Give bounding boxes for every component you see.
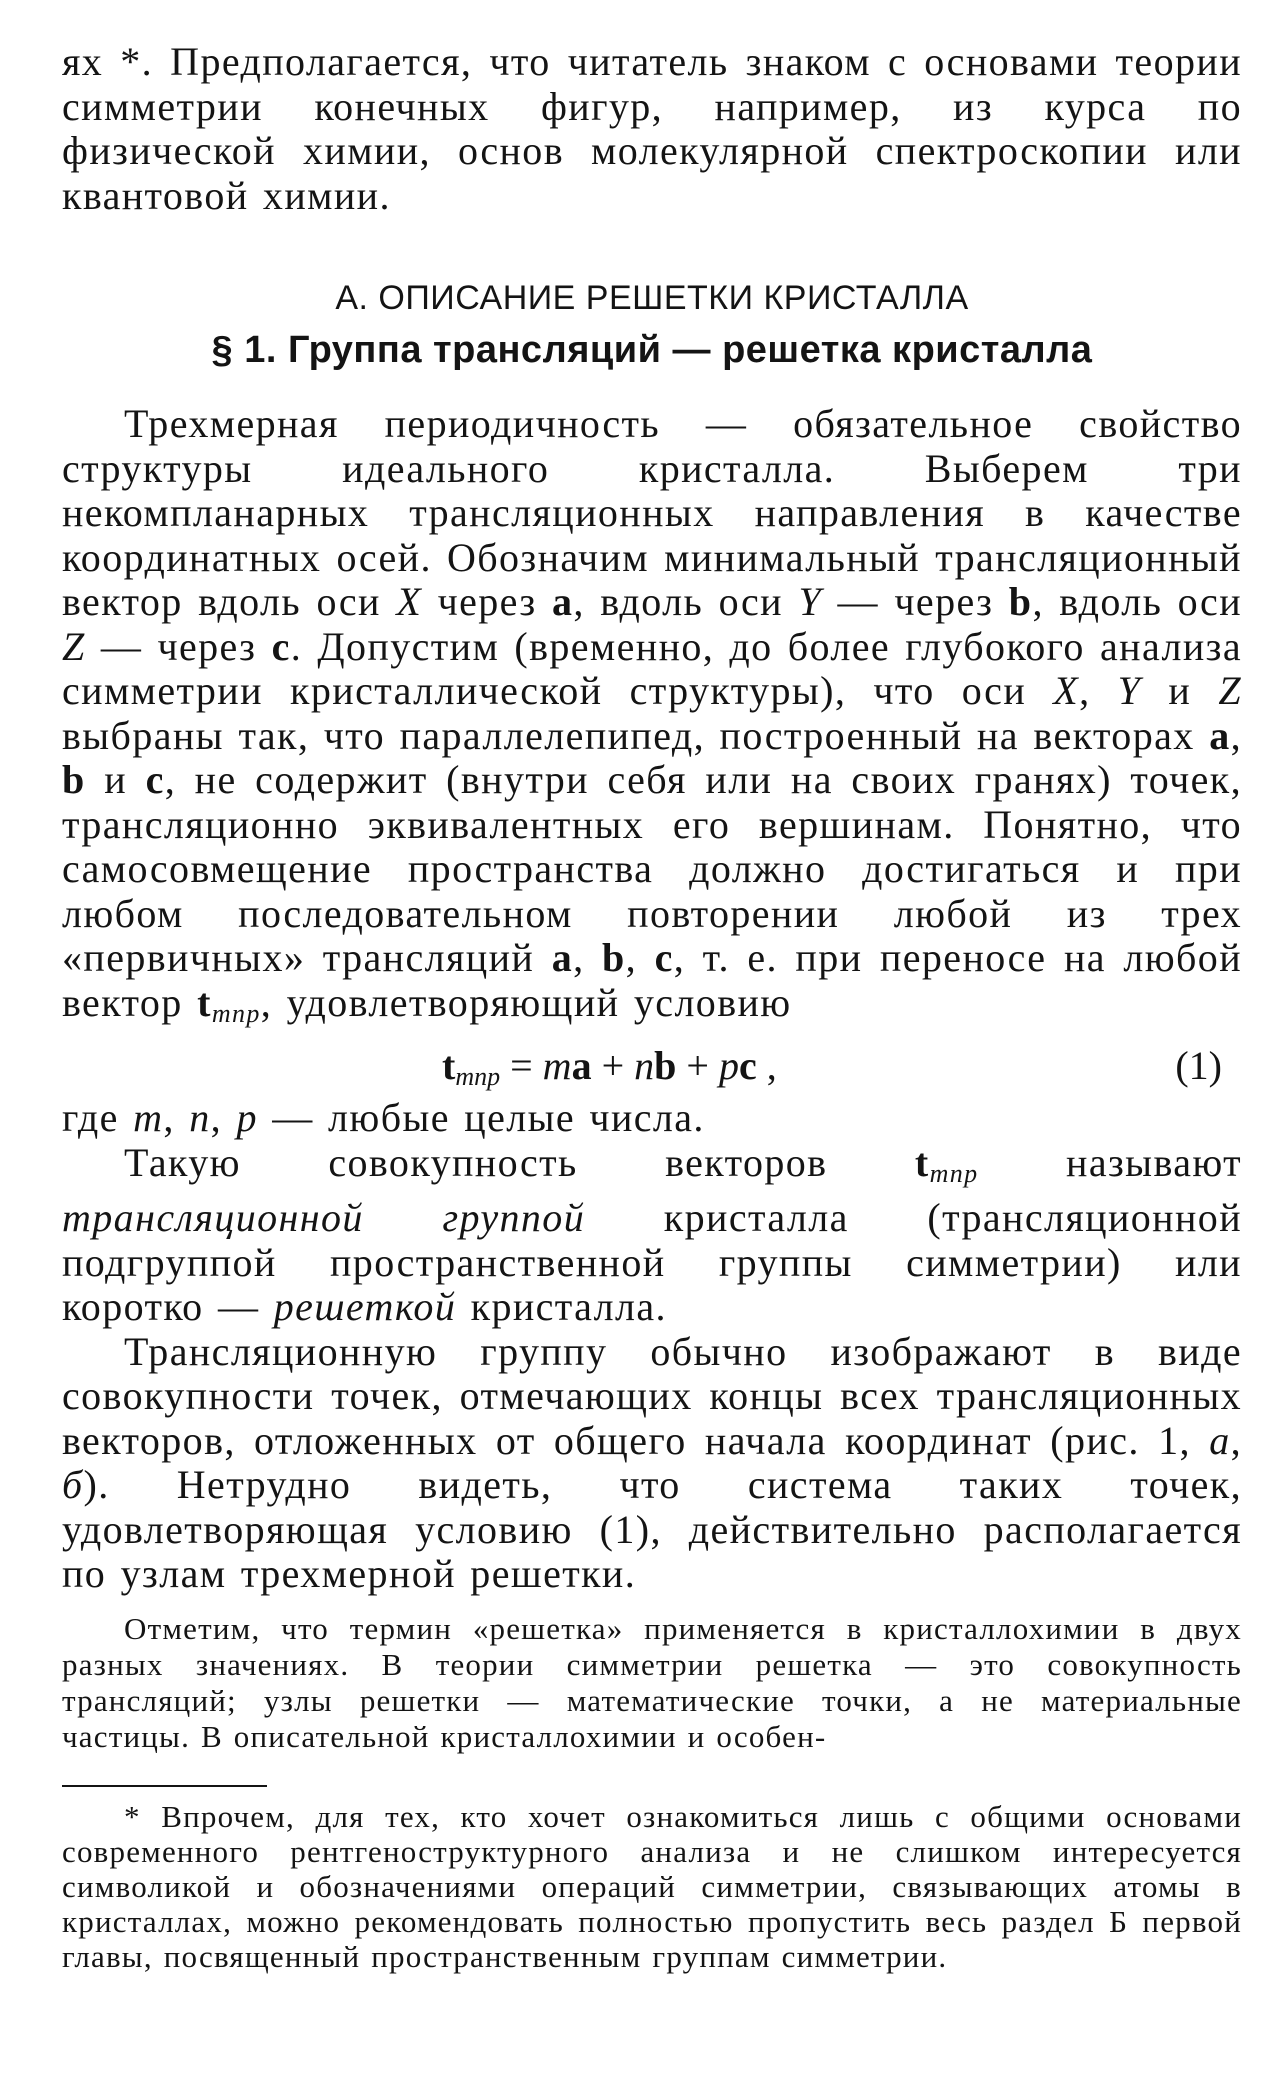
text-run: — через <box>85 623 272 669</box>
text-run: где <box>62 1095 134 1140</box>
vector-symbol: t <box>914 1139 930 1185</box>
text-run: кристалла (трансляционной подгруппой пространственной группы симметрии) или коротко — <box>62 1195 1243 1329</box>
text-run: , удовлетворяющий условию <box>260 979 792 1025</box>
footnote-divider <box>62 1785 267 1787</box>
variable: n <box>189 1095 211 1140</box>
text-run: , т. е. при переносе на любой вектор <box>62 935 1243 1025</box>
text-run: , <box>573 935 603 980</box>
vector-symbol: c <box>738 1043 757 1088</box>
equation-number: (1) <box>1175 1043 1222 1088</box>
vector-symbol: c <box>145 757 165 802</box>
text-run: — через <box>822 579 1009 624</box>
vector-symbol: t <box>442 1043 456 1088</box>
text-run: , <box>625 935 655 980</box>
paragraph-definition <box>62 1141 1242 1330</box>
text-run: , <box>1230 1417 1242 1463</box>
text-run: , <box>163 1095 190 1140</box>
text-run: , <box>756 1043 777 1088</box>
plus-sign: + <box>676 1043 719 1088</box>
vector-symbol: a <box>551 579 574 624</box>
text-run: и <box>1141 668 1219 713</box>
text-run: и <box>85 757 146 802</box>
subscript: mnp <box>211 998 261 1028</box>
small-print-note: Отметим, что термин «решетка» применяется в кристаллохимии в двух разных значениях. В теории симметрии решетка — это совокупность трансляций; узлы решетки — математические точки, а не материальные частицы. В описательной кристаллохимии и особен- <box>62 1610 1242 1754</box>
variable: m <box>133 1095 164 1140</box>
subscript: mnp <box>455 1062 501 1091</box>
paragraph-heading: § 1. Группа трансляций — решетка кристалла <box>211 329 1093 371</box>
plus-sign: + <box>591 1043 635 1088</box>
vector-symbol: c <box>271 623 291 669</box>
text-run: через <box>422 579 552 624</box>
text-run: , <box>210 1095 237 1140</box>
vector-symbol: b <box>654 1043 677 1088</box>
footnote: * Впрочем, для тех, кто хочет ознакомиться лишь с общими основами современного рентгеноструктурного анализа и не слишком интересуется символикой и обозначениями операций симметрии, связывающих атомы в кристаллах, можно рекомендовать полностью пропустить весь раздел Б первой главы, посвященный пространственным группам симметрии. <box>62 1798 1242 1974</box>
text-run: , <box>1230 712 1242 758</box>
term-translation-group: трансляционной группой <box>62 1195 586 1240</box>
vector-symbol: a <box>551 935 574 980</box>
coefficient: n <box>634 1043 655 1088</box>
text-run: ). Нетрудно видеть, что система таких точек, удовлетворяющая условию (1), действительно располагается по узлам трехмерной решетки. <box>62 1462 1242 1596</box>
vector-symbol: b <box>1008 579 1033 624</box>
figure-ref: а <box>1209 1417 1231 1463</box>
figure-ref: б <box>62 1462 84 1507</box>
vector-symbol: t <box>197 979 212 1025</box>
equals-sign: = <box>500 1043 543 1088</box>
text-run: Такую совокупность векторов <box>124 1139 915 1185</box>
text-run: , <box>1079 668 1118 713</box>
book-page <box>62 40 1242 1974</box>
vector-symbol: a <box>1209 712 1231 758</box>
equation-row <box>62 1036 1242 1096</box>
axis-symbol: Z <box>62 623 86 669</box>
subscript: mnp <box>929 1158 979 1188</box>
axis-symbol: X <box>1053 668 1080 713</box>
paragraph-translation-lattice <box>62 402 1242 1036</box>
vector-symbol: c <box>654 935 674 980</box>
text-run: кристалла. <box>456 1284 667 1329</box>
paragraph-representation <box>62 1330 1242 1597</box>
vector-symbol: b <box>62 757 86 802</box>
section-heading: А. ОПИСАНИЕ РЕШЕТКИ КРИСТАЛЛА <box>335 279 969 317</box>
text-run: выбраны так, что параллелепипед, построенный на векторах <box>62 712 1210 758</box>
text-run: , вдоль оси <box>573 579 799 624</box>
axis-symbol: Y <box>1117 668 1142 713</box>
text-run: Трансляционную группу обычно изображают в виде совокупности точек, отмечающих концы всех трансляционных векторов, отложенных от общего начала координат (рис. 1, <box>62 1328 1242 1463</box>
coefficient: p <box>718 1043 739 1088</box>
text-run: , не содержит (внутри себя или на своих гранях) точек, трансляционно эквивалентных его вершинам. Понятно, что самосовмещение пространства должно достигаться и при любом последовательном повторении любой из трех «первичных» трансляций <box>62 757 1242 980</box>
text-run: , вдоль оси <box>1032 579 1243 624</box>
variable: p <box>236 1095 258 1140</box>
axis-symbol: Y <box>798 579 823 624</box>
vector-symbol: a <box>571 1043 592 1088</box>
intro-paragraph: ях *. Предполагается, что читатель знаком с основами теории симметрии конечных фигур, например, из курса по физической химии, основ молекулярной спектроскопии или квантовой химии. <box>62 39 1242 218</box>
text-run: называют <box>978 1139 1242 1185</box>
term-lattice: решеткой <box>273 1284 457 1329</box>
text-run: . Допустим (временно, до более глубокого анализа симметрии кристаллической структуры), что оси <box>62 623 1242 713</box>
equation <box>442 1036 777 1107</box>
text-run: — любые целые числа. <box>257 1095 705 1140</box>
text-run: Трехмерная периодичность — обязательное свойство структуры идеального кристалла. Выберем три некомпланарных трансляционных направления в качестве координатных осей. Обозначим минимальный трансляционный вектор вдоль оси <box>62 401 1242 624</box>
axis-symbol: Z <box>1218 668 1242 713</box>
axis-symbol: X <box>396 579 423 624</box>
vector-symbol: b <box>602 935 626 980</box>
coefficient: m <box>542 1043 572 1088</box>
